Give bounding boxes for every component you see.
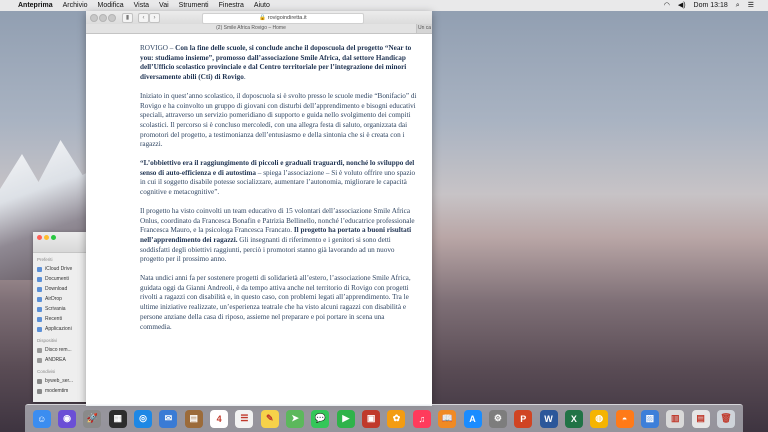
finder-item[interactable]	[37, 264, 87, 274]
minimize-icon[interactable]	[44, 235, 49, 240]
reminders-icon[interactable]: ☰	[235, 410, 253, 428]
tab-bar	[86, 24, 432, 34]
dock	[25, 404, 743, 432]
p4-text-a: Il progetto ha visto coinvolti un team educativo di 15 volontari dell’associazione Smile Africa Onlus, coordinato da Francesca Bonafin e Patrizia Bellinello, nonché l’educatrice professionale Francesca Mauro, e la psicologa Francesca Francato.	[140, 206, 415, 235]
photo-booth-icon[interactable]: ▣	[362, 410, 380, 428]
browser-toolbar	[86, 11, 432, 25]
finder-item-label: ANDREA	[45, 357, 66, 363]
network-icon	[37, 379, 42, 384]
download-icon	[37, 287, 42, 292]
app-store-icon[interactable]: A	[464, 410, 482, 428]
url-text: rovigoindiretta.it	[267, 15, 307, 21]
spotlight-icon[interactable]: ⌕	[735, 2, 740, 9]
menu-finestra[interactable]: Finestra	[218, 2, 244, 9]
finder-item-label: Disco rem...	[45, 347, 72, 353]
finder-item[interactable]	[37, 345, 87, 355]
mission-control-icon[interactable]: ▦	[109, 410, 127, 428]
lead-bold: Con la fine delle scuole, si conclude anche il doposcuola del progetto “Near to you: studiamo insieme”, promosso dall’associazione Smile Africa, dal settore Handicap dell’Ufficio scolastico provinciale e dal Centro territoriale per l’integrazione dei minori diversamente abili (Cti) di Rovigo	[140, 44, 412, 82]
finder-window	[33, 232, 87, 402]
desktop-icon	[37, 307, 42, 312]
firefox-icon[interactable]: ◓	[616, 410, 634, 428]
finder-item[interactable]	[37, 274, 87, 284]
finder-section-shared: Condivisi	[37, 369, 56, 374]
trash-icon[interactable]: 🗑	[717, 410, 735, 428]
airdrop-icon	[37, 297, 42, 302]
downloads-stack-icon[interactable]: ▥	[666, 410, 684, 428]
menu-vai[interactable]: Vai	[159, 2, 169, 9]
menu-bar	[0, 0, 768, 11]
finder-item[interactable]	[37, 386, 87, 396]
lock-icon: 🔒	[259, 15, 267, 21]
books-icon[interactable]: 📖	[438, 410, 456, 428]
menu-clock[interactable]: Dom 13:18	[693, 2, 728, 9]
maps-icon[interactable]: ➤	[286, 410, 304, 428]
quote-rest: – spiega l’associazione – Si è voluto offrire uno spazio in cui il soggetto disabile potesse socializzare, aumentare l’autonomia, migliorare le capacità cognitive e metacognitive”.	[140, 168, 416, 197]
menu-status-area	[664, 0, 762, 11]
finder-item-label: Applicazioni	[45, 326, 72, 332]
system-preferences-icon[interactable]: ⚙	[489, 410, 507, 428]
documents-stack-icon[interactable]: ▤	[692, 410, 710, 428]
finder-item-label: Scrivania	[45, 306, 66, 312]
forward-icon[interactable]: ›	[149, 13, 160, 23]
drive-icon	[37, 358, 42, 363]
powerpoint-icon[interactable]: P	[514, 410, 532, 428]
zoom-icon[interactable]	[108, 14, 116, 22]
menu-app-name[interactable]: Anteprima	[18, 2, 53, 9]
finder-item[interactable]	[37, 355, 87, 365]
finder-item[interactable]	[37, 284, 87, 294]
close-icon[interactable]	[37, 235, 42, 240]
messages-icon[interactable]: 💬	[311, 410, 329, 428]
notes-book-icon[interactable]: ▤	[185, 410, 203, 428]
finder-item[interactable]	[37, 314, 87, 324]
finder-section-devices: Dispositivi	[37, 338, 58, 343]
excel-icon[interactable]: X	[565, 410, 583, 428]
menu-vista[interactable]: Vista	[133, 2, 150, 9]
facetime-icon[interactable]: ▶	[337, 410, 355, 428]
word-icon[interactable]: W	[540, 410, 558, 428]
menu-archivio[interactable]: Archivio	[62, 2, 88, 9]
finder-section-favorites: Preferiti	[37, 257, 53, 262]
quote-bold: “L’obbiettivo era il raggiungimento di piccoli e graduali traguardi, nonché lo sviluppo del senso di auto-efficienza e di autostima	[140, 159, 415, 177]
menu-modifica[interactable]: Modifica	[97, 2, 124, 9]
calendar-icon[interactable]: 4	[210, 410, 228, 428]
applications-icon	[37, 327, 42, 332]
folder-icon	[37, 277, 42, 282]
preview-icon[interactable]: ▨	[641, 410, 659, 428]
article-paragraph-1	[140, 44, 417, 83]
finder-toolbar	[33, 232, 87, 253]
finder-item[interactable]	[37, 294, 87, 304]
clock-icon	[37, 317, 42, 322]
article-body	[140, 44, 417, 341]
finder-item-label: iCloud Drive	[45, 266, 73, 272]
finder-item[interactable]	[37, 304, 87, 314]
finder-icon[interactable]: ☺	[33, 410, 51, 428]
tab-other[interactable]: Un ca	[418, 25, 432, 31]
finder-item-label: Recenti	[45, 316, 62, 322]
browser-window	[86, 11, 432, 406]
lead-end: .	[243, 73, 246, 82]
back-icon[interactable]: ‹	[138, 13, 149, 23]
p4-bold: Il progetto ha portato a buoni risultati nell’apprendimento dei ragazzi.	[140, 226, 412, 244]
sidebar-icon[interactable]: ▮	[122, 13, 133, 23]
network-icon	[37, 389, 42, 394]
address-bar[interactable]	[202, 13, 364, 24]
volume-icon[interactable]: ◀)	[677, 2, 686, 9]
notes-icon[interactable]: ✎	[261, 410, 279, 428]
music-icon[interactable]: ♫	[413, 410, 431, 428]
chrome-icon[interactable]: ◍	[590, 410, 608, 428]
siri-icon[interactable]: ◉	[58, 410, 76, 428]
launchpad-icon[interactable]: 🚀	[83, 410, 101, 428]
article-paragraph-4	[140, 207, 417, 265]
finder-item-label: Download	[45, 286, 68, 292]
zoom-icon[interactable]	[51, 235, 56, 240]
finder-item[interactable]	[37, 324, 87, 334]
finder-item-label: modemtim	[45, 388, 69, 394]
menu-strumenti[interactable]: Strumenti	[178, 2, 209, 9]
finder-item-label: AirDrop	[45, 296, 62, 302]
menu-aiuto[interactable]: Aiuto	[253, 2, 270, 9]
dateline: ROVIGO –	[140, 44, 176, 52]
finder-item-label: byweb_ser...	[45, 378, 74, 384]
tab-active[interactable]: (2) Smile Africa Rovigo – Home	[86, 24, 417, 33]
disk-icon	[37, 348, 42, 353]
article-paragraph-3	[140, 159, 417, 198]
notification-center-icon[interactable]: ☰	[747, 2, 754, 9]
p4-text-b: Gli insegnanti di riferimento e i genitori si sono detti soddisfatti degli obiettivi raggiunti, perciò i promotori stanno già lavorando ad un nuovo progetto per il prossimo anno.	[140, 235, 395, 264]
article-paragraph-5: Nata undici anni fa per sostenere progetti di solidarietà all’estero, l’associazione Smile Africa, guidata oggi da Gianni Andreoli, è da tempo attiva anche nel territorio di Rovigo con progetti rivolti a ragazzi con disabilità e, in questo caso, con problemi legati all’apprendimento. Tra le ultime iniziative realizzate, un’esperienza teatrale che ha visto alcuni ragazzi con disabilità e persone anziane della casa di riposo, assieme nel preparare e poi portare in scena una commedia.	[140, 274, 411, 331]
finder-item[interactable]	[37, 376, 87, 386]
close-icon[interactable]	[90, 14, 98, 22]
photos-icon[interactable]: ✿	[387, 410, 405, 428]
wifi-icon[interactable]: ◠	[663, 2, 670, 9]
mail-icon[interactable]: ✉	[159, 410, 177, 428]
minimize-icon[interactable]	[99, 14, 107, 22]
finder-item-label: Documenti	[45, 276, 69, 282]
page-content	[86, 34, 432, 406]
article-paragraph-2: Iniziato in quest’anno scolastico, il doposcuola si è svolto presso le scuole medie “Bonifacio” di Rovigo e ha coinvolto un gruppo di giovani con disturbi dell’apprendimento e bisogni educativi speciali, attraverso un servizio pomeridiano di supporto e guida nello svolgimento dei compiti scolastici. Il percorso si è concluso mercoledì, con una allegra festa di saluto, organizzata dai promotori del progetto, a testimonianza dell’entusiasmo e della sintonia che si è creata con i ragazzi.	[140, 91, 417, 149]
cloud-icon	[37, 267, 42, 272]
safari-icon[interactable]: ◎	[134, 410, 152, 428]
